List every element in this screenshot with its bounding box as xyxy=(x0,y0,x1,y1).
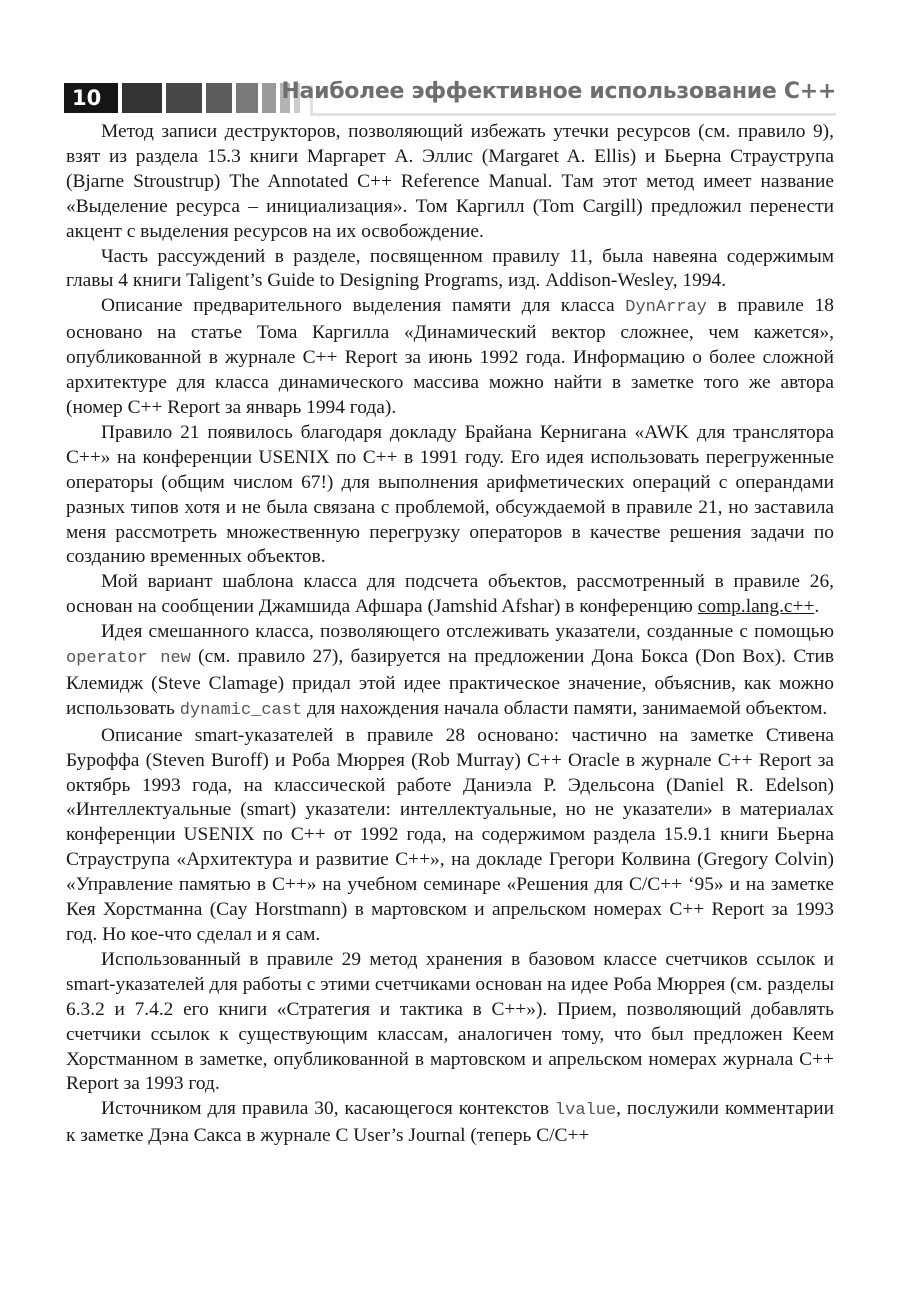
text-run: Правило 21 появилось благодаря докладу Брайана Кернигана «AWK для транслятора C++» на конференции USENIX по C++ в 1991 году. Его идея использовать перегруженные операторы (общим числом 67!) для выполнения арифметических операций с операндами разных типов хотя и не была связана с проблемой, обсуждаемой в правиле 21, но заставила меня рассмотреть множественную перегрузку операторов в качестве решения задачи по созданию временных объектов. xyxy=(66,421,834,568)
header-bar xyxy=(206,83,232,113)
text-run: Описание smart-указателей в правиле 28 основано: частично на заметке Стивена Буроффа (Steven Buroff) и Роба Мюррея (Rob Murray) C++ Oracle в журнале C++ Report за октябрь 1993 года, на классической работе Даниэла Р. Эдельсона (Daniel R. Edelson) «Интеллектуальные (smart) указатели: интеллектуальные, но не указатели» в материалах конференции USENIX по C++ от 1992 года, на содержимом раздела 15.9.1 книги Бьерна Страуструпа «Архитектура и развитие C++», на докладе Грегори Колвина (Gregory Colvin) «Управление памятью в C++» на учебном семинаре «Решения для C/C++ ‘95» и на заметке Кея Хорстманна (Cay Horstmann) в мартовском и апрельском номерах C++ Report за 1993 год. Но кое-что сделал и я сам. xyxy=(66,724,834,945)
paragraph xyxy=(66,120,834,245)
text-run: Описание предварительного выделения памяти для класса xyxy=(101,295,626,317)
paragraph xyxy=(66,724,834,948)
text-run: Метод записи деструкторов, позволяющий избежать утечки ресурсов (см. правило 9), взят из раздела 15.3 книги Маргарет А. Эллис (Margaret A. Ellis) и Бьерна Страуструпа (Bjarne Stroustrup) The Annotated C++ Reference Manual. Там этот метод имеет название «Выделение ресурса – инициализация». Том Каргилл (Tom Cargill) предложил перенести акцент с выделения ресурсов на их освобождение. xyxy=(66,121,834,242)
page-body xyxy=(66,120,834,1149)
text-run: Мой вариант шаблона класса для подсчета объектов, рассмотренный в правиле 26, основан на сообщении Джамшида Афшара (Jamshid Afshar) в конференцию xyxy=(66,571,834,618)
paragraph xyxy=(66,421,834,570)
header-bar xyxy=(262,83,276,113)
text-run: для нахождения начала области памяти, занимаемой объектом. xyxy=(302,697,828,719)
paragraph xyxy=(66,620,834,724)
running-header xyxy=(64,79,836,113)
text-run: в правиле 18 основано на статье Тома Каргилла «Динамический вектор сложнее, чем кажется», опубликованной в журнале C++ Report за июнь 1992 года. Информацию о более сложной архитектуре для класса динамического массива можно найти в заметке того же автора (номер C++ Report за январь 1994 года). xyxy=(66,295,834,418)
text-run: (см. правило 27), базируется на предложении Дона Бокса (Don Box). Стив Клемидж (Steve Clamage) придал этой идее практическое значение, объяснив, как можно использовать xyxy=(66,646,835,719)
running-title: Наиболее эффективное использование C++ xyxy=(281,79,836,104)
paragraph xyxy=(66,570,834,620)
text-run: . xyxy=(814,596,820,618)
header-underline xyxy=(310,113,836,116)
text-run: , послужили комментарии к заметке Дэна Сакса в журнале C User’s Journal (теперь C/C++ xyxy=(66,1098,835,1147)
text-run: Источником для правила 30, касающегося контекстов xyxy=(101,1098,555,1120)
text-run: Часть рассуждений в разделе, посвященном правилу 11, была навеяна содержимым главы 4 книги Taligent’s Guide to Designing Programs, изд. Addison-Wesley, 1994. xyxy=(66,245,834,292)
text-run: Идея смешанного класса, позволяющего отслеживать указатели, созданные с помощью xyxy=(101,621,834,643)
inline-code: operator new xyxy=(66,649,191,669)
page-number: 10 xyxy=(64,83,118,113)
paragraph xyxy=(66,294,834,421)
text-run: Использованный в правиле 29 метод хранения в базовом классе счетчиков ссылок и smart-указателей для работы с этими счетчиками основан на идее Роба Мюррея (см. разделы 6.3.2 и 7.4.2 его книги «Стратегия и тактика в C++»). Прием, позволяющий добавлять счетчики ссылок к существующим классам, аналогичен тому, что был предложен Кеем Хорстманном в заметке, опубликованной в мартовском и апрельском номерах журнала C++ Report за 1993 год. xyxy=(66,948,834,1095)
inline-code: dynamic_cast xyxy=(179,700,303,720)
paragraph xyxy=(66,1097,834,1149)
paragraph xyxy=(66,245,834,295)
header-bar xyxy=(166,83,202,113)
newsgroup-link[interactable]: comp.lang.c++ xyxy=(697,596,815,618)
inline-code: DynArray xyxy=(625,298,707,318)
paragraph xyxy=(66,948,834,1097)
header-bar xyxy=(236,83,258,113)
header-bar xyxy=(122,83,162,113)
inline-code: lvalue xyxy=(554,1101,617,1121)
